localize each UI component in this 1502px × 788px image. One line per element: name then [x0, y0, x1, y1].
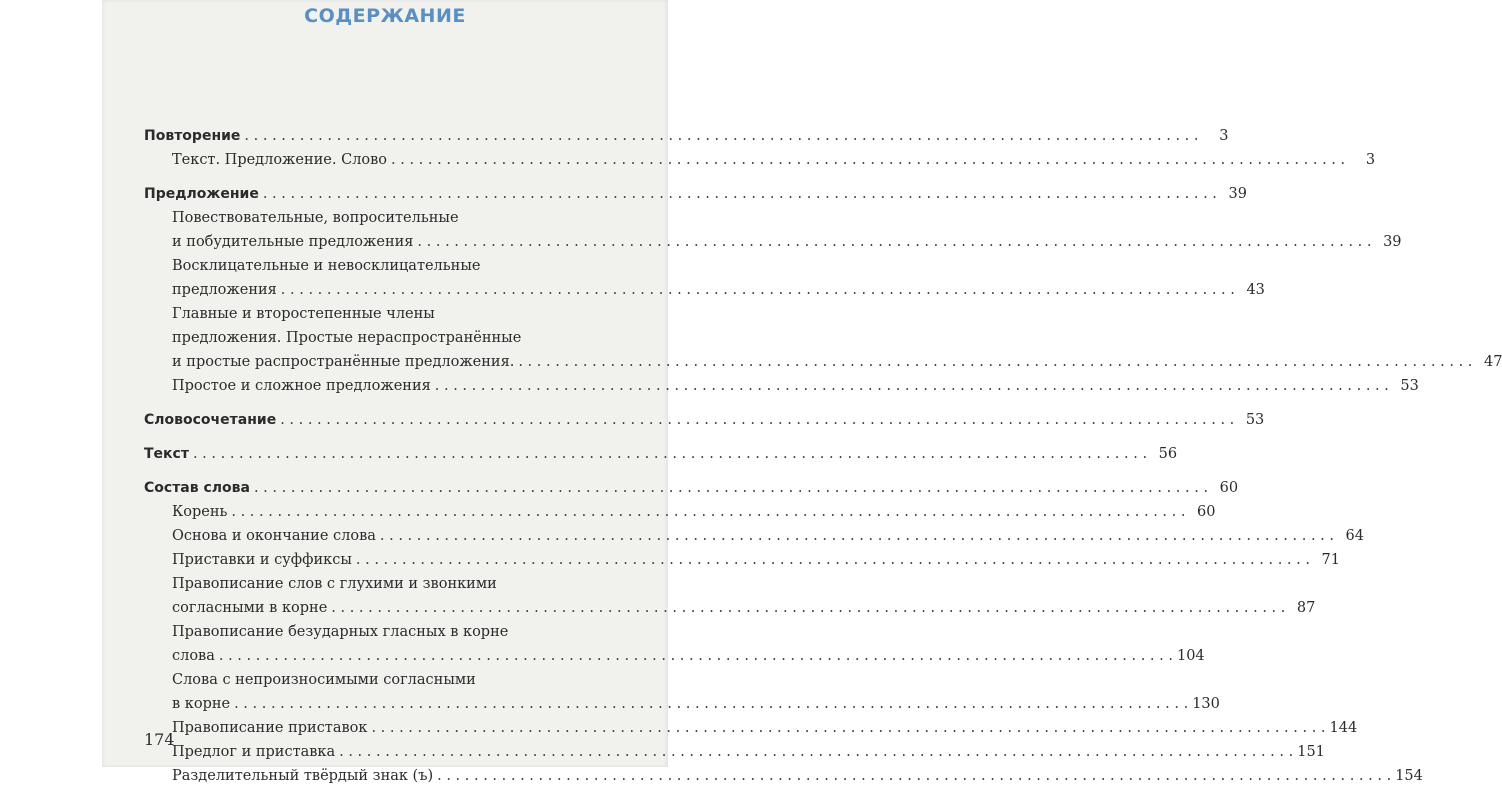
toc-entry [144, 302, 648, 326]
toc-gap [144, 432, 648, 442]
toc-entry-page: 53 [1245, 412, 1265, 428]
toc-entry-page: 39 [1383, 234, 1402, 250]
toc-entry-label: предложения [172, 282, 277, 298]
toc-entry [144, 374, 1419, 398]
toc-entry-label: Повторение [144, 128, 241, 144]
toc-dot-leader [219, 644, 1173, 668]
toc-entry-label: Простое и сложное предложения [172, 378, 431, 394]
toc-entry-label: Главные и второстепенные члены [172, 306, 435, 322]
toc-dot-leader [193, 442, 1147, 466]
toc-entry-label: слова [172, 648, 215, 664]
toc-entry-label: Слова с непроизносимыми согласными [172, 672, 476, 688]
toc-entry [144, 350, 1502, 374]
toc-entry [144, 254, 648, 278]
toc-entry [144, 326, 648, 350]
toc-entry-page: 64 [1345, 528, 1364, 544]
toc-entry-page: 154 [1395, 768, 1423, 784]
toc-entry-label: Словосочетание [144, 412, 277, 428]
toc-entry-label: Текст. Предложение. Слово [172, 152, 388, 168]
toc-entry-page: 130 [1192, 696, 1220, 712]
toc-entry-page: 3 [1365, 152, 1376, 168]
toc-entry-label: Предлог и приставка [172, 744, 336, 760]
toc-entry-page: 104 [1176, 648, 1205, 664]
toc-entry-page: 151 [1297, 744, 1325, 760]
toc-dot-leader [263, 182, 1217, 206]
toc-entry-page: 53 [1400, 378, 1419, 394]
toc-section [144, 442, 1178, 466]
toc-entry [144, 716, 1358, 740]
toc-dot-leader [331, 596, 1285, 620]
toc-entry-label: и побудительные предложения [172, 234, 414, 250]
toc-dot-leader [437, 764, 1391, 788]
toc-entry-label: Правописание приставок [172, 720, 368, 736]
toc-entry-label: предложения. Простые нераспространённые [172, 330, 522, 346]
book-page [102, 0, 1502, 784]
toc-entry [144, 572, 648, 596]
toc-entry-page: 3 [1219, 128, 1229, 144]
table-of-contents [144, 124, 1502, 788]
toc-entry-label: и простые распространённые предложения. [172, 354, 515, 370]
toc-entry-page: 56 [1158, 446, 1178, 462]
toc-entry-page: 60 [1219, 480, 1239, 496]
toc-entry-label: Правописание слов с глухими и звонкими [172, 576, 497, 592]
toc-entry-label: Предложение [144, 186, 259, 202]
toc-dot-leader [435, 374, 1389, 398]
toc-section [144, 124, 1229, 148]
toc-dot-leader [339, 740, 1293, 764]
toc-entry-label: в корне [172, 696, 231, 712]
toc-entry-label: Правописание безударных гласных в корне [172, 624, 509, 640]
toc-entry-page: 144 [1329, 720, 1358, 736]
toc-entry [144, 148, 1376, 172]
toc-dot-leader [231, 500, 1185, 524]
toc-entry-label: Текст [144, 446, 189, 462]
toc-entry [144, 278, 1265, 302]
toc-dot-leader [244, 124, 1198, 148]
toc-entry-label: Основа и окончание слова [172, 528, 376, 544]
toc-dot-leader [356, 548, 1310, 572]
toc-entry-page: 39 [1228, 186, 1247, 202]
toc-section [144, 182, 1247, 206]
toc-entry-label: Разделительный твёрдый знак (ъ) [172, 768, 434, 784]
page-number: 174 [144, 730, 175, 749]
toc-entry-label: Приставки и суффиксы [172, 552, 352, 568]
toc-entry [144, 206, 648, 230]
toc-dot-leader [281, 278, 1235, 302]
toc-gap [144, 466, 648, 476]
toc-gap [144, 398, 648, 408]
toc-entry-label: Повествовательные, вопросительные [172, 210, 459, 226]
toc-entry [144, 740, 1325, 764]
toc-gap [144, 172, 648, 182]
toc-dot-leader [391, 148, 1345, 172]
toc-entry [144, 764, 1423, 788]
toc-entry [144, 524, 1364, 548]
page-title: СОДЕРЖАНИЕ [304, 5, 466, 27]
toc-dot-leader [417, 230, 1371, 254]
toc-entry-label: Восклицательные и невосклицательные [172, 258, 481, 274]
toc-entry-page: 60 [1197, 504, 1216, 520]
toc-entry [144, 548, 1340, 572]
toc-section [144, 476, 1239, 500]
toc-entry-page: 47 [1483, 354, 1502, 370]
toc-dot-leader [371, 716, 1325, 740]
toc-entry [144, 596, 1316, 620]
toc-dot-leader [380, 524, 1334, 548]
toc-dot-leader [280, 408, 1234, 432]
toc-entry-page: 43 [1246, 282, 1265, 298]
toc-entry [144, 644, 1205, 668]
toc-entry-page: 71 [1321, 552, 1340, 568]
toc-entry [144, 620, 648, 644]
toc-entry-page: 87 [1296, 600, 1316, 616]
toc-entry-label: Состав слова [144, 480, 250, 496]
toc-entry [144, 668, 648, 692]
toc-entry [144, 500, 1216, 524]
toc-dot-leader [518, 350, 1472, 374]
toc-dot-leader [254, 476, 1208, 500]
toc-entry [144, 230, 1402, 254]
toc-section [144, 408, 1265, 432]
toc-entry-label: согласными в корне [172, 600, 328, 616]
toc-entry-label: Корень [172, 504, 228, 520]
toc-entry [144, 692, 1220, 716]
toc-dot-leader [234, 692, 1188, 716]
